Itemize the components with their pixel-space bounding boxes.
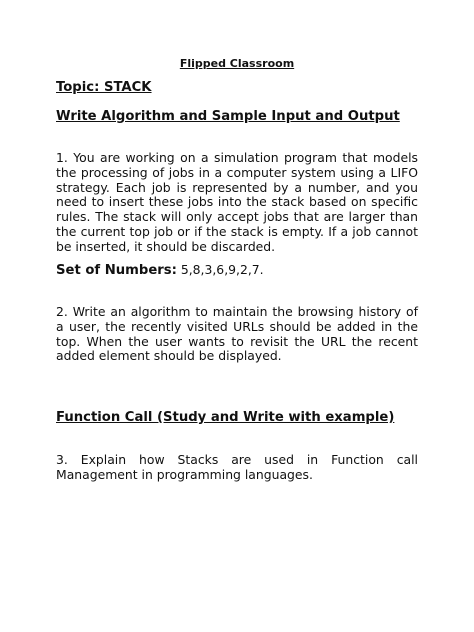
set-of-numbers-values: 5,8,3,6,9,2,7. [176, 262, 264, 277]
topic-heading: Topic: STACK [56, 80, 152, 95]
question-2-text: 2. Write an algorithm to maintain the browsing history of a user, the recently visited URLs should be added in the top. When the user wants to revisit the URL the recent added element should be displayed. [56, 304, 418, 364]
question-1-text: 1. You are working on a simulation program that models the processing of jobs in a computer system using a LIFO strategy. Each job is represented by a number, and you need to insert these jobs into the stack based on specific rules. The stack will only accept jobs that are larger than the current top job or if the stack is empty. If a job cannot be inserted, it should be discarded. [56, 150, 418, 254]
set-of-numbers-line [56, 262, 264, 278]
document-header: Flipped Classroom [179, 57, 295, 70]
set-of-numbers-label: Set of Numbers: [56, 263, 177, 278]
section-heading-algorithm: Write Algorithm and Sample Input and Output [56, 109, 400, 124]
section-heading-function-call: Function Call (Study and Write with example) [56, 410, 395, 425]
question-3-text: 3. Explain how Stacks are used in Function call Management in programming languages. [56, 452, 418, 482]
